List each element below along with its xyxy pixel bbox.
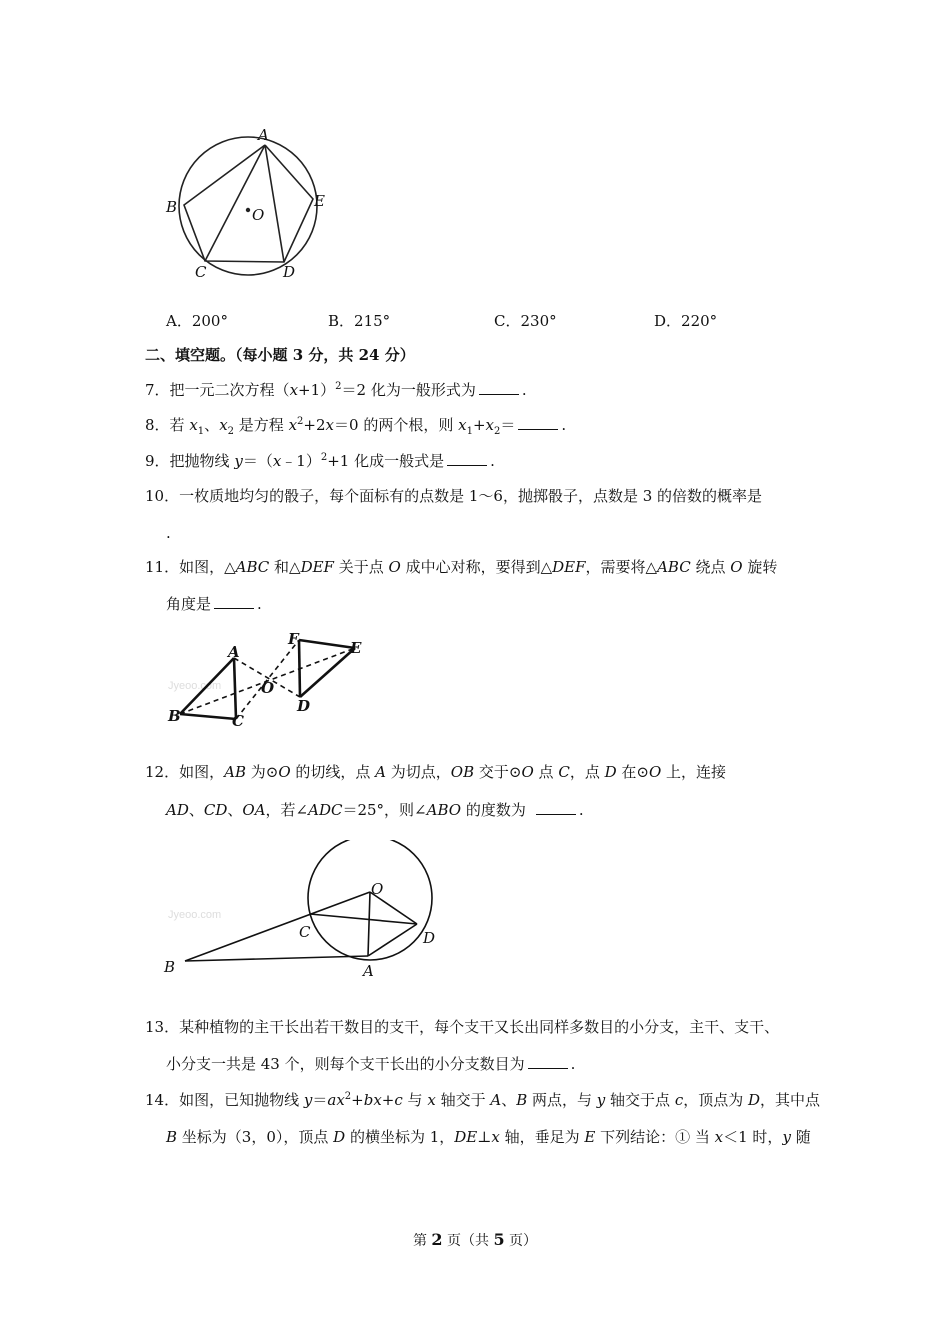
fig11-label-f: F [288,630,299,648]
fig11-label-a: A [228,643,240,661]
fig6-label-e: E [314,192,325,210]
figure-q12-tangent [160,840,450,980]
question-12-line2: AD、CD、OA，若∠ADC＝25°，则∠ABO 的度数为 . [166,801,584,819]
answer-blank [214,596,254,609]
fig6-label-c: C [195,263,207,281]
question-7: 7．把一元二次方程$(x+1)^2=2$ 化为一般形式为 . [145,381,527,399]
svg-text:Jyeoo.com: Jyeoo.com [168,909,222,921]
section-heading: 二、填空题。（每小题 3 分，共 24 分） [145,346,415,364]
question-13-line1: 13．某种植物的主干长出若干数目的支干，每个支干又长出同样多数目的小分支，主干、支干、 [145,1018,780,1036]
answer-blank [518,417,558,430]
current-page-number: 2 [431,1230,443,1249]
fig12-label-b: B [164,958,176,976]
fig11-label-c: C [232,712,244,730]
fig12-label-d: D [423,929,436,947]
question-9: 9．把抛物线 y＝（x﹣1）$^2$+1 化成一般式是 . [145,452,495,470]
choice-a: A．200° [166,312,228,330]
choice-c: C．230° [494,312,557,330]
question-11-line1: 11．如图，△ABC 和△DEF 关于点 O 成中心对称，要得到△DEF，需要将△ABC 绕点 O 旋转 [145,558,778,576]
answer-blank [479,382,519,395]
question-8: 8．若 $x_1$、$x_2$ 是方程 $x^2+2x=0$ 的两个根，则 $x_1+x_2=$ . [145,416,567,437]
total-page-count: 5 [493,1230,505,1249]
question-14-line1: 14．如图，已知抛物线 $y=ax^2+bx+c$ 与 x 轴交于 A、B 两点，与 y 轴交于点 c，顶点为 D，其中点 [145,1091,821,1109]
question-11-line2: 角度是 . [166,595,262,613]
figure-q11-symmetry [160,625,375,730]
fig6-label-o: O [252,206,265,224]
fig6-label-d: D [283,263,296,281]
fig11-label-d: D [297,697,311,715]
fig11-label-e: E [350,639,362,657]
page-footer: 第 2 页（共 5 页） [412,1230,538,1249]
svg-text:Jyeoo.com: Jyeoo.com [168,680,222,692]
fig11-label-o: O [261,679,275,697]
question-10-line2: . [166,524,171,542]
question-12-line1: 12．如图，AB 为⊙O 的切线，点 A 为切点，OB 交于⊙O 点 C，点 D 在⊙O 上，连接 [145,763,727,781]
fig12-label-c: C [299,923,311,941]
question-13-line2: 小分支一共是 43 个，则每个支干长出的小分支数目为 . [166,1055,576,1073]
question-10-line1: 10．一枚质地均匀的骰子，每个面标有的点数是 1～6，抛掷骰子，点数是 3 的倍数的概率是 [145,487,763,505]
fig6-label-a: A [258,126,269,144]
fig11-label-b: B [168,707,181,725]
fig12-label-a: A [363,962,374,980]
answer-blank [536,802,576,815]
fig6-label-b: B [166,198,178,216]
figure-q6-circle [160,120,340,285]
choice-d: D．220° [654,312,718,330]
answer-blank [528,1056,568,1069]
question-14-line2: B 坐标为（3，0），顶点 D 的横坐标为 1，DE⊥x 轴，垂足为 E 下列结论：① 当 x＜1 时，y 随 [166,1128,811,1146]
choice-b: B．215° [328,312,391,330]
fig12-label-o: O [371,880,384,898]
answer-blank [447,453,487,466]
